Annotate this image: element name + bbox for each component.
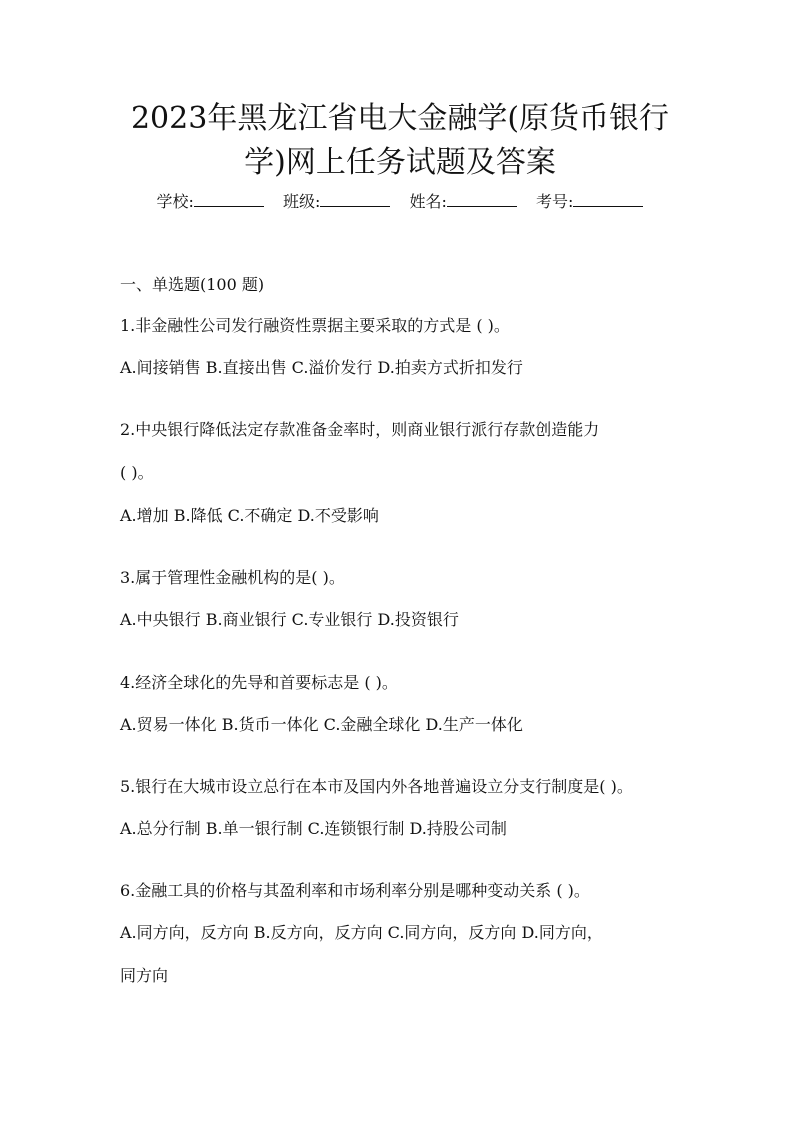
class-label: 班级: [283,192,321,211]
question-6-options-continued: 同方向 [120,966,169,985]
question-2-text-continued: ( )。 [120,463,154,482]
question-6-text: 6.金融工具的价格与其盈利率和市场利率分别是哪种变动关系 ( )。 [120,881,590,900]
exam-number-blank [573,191,643,207]
question-3-text: 3.属于管理性金融机构的是( )。 [120,568,345,587]
student-info-row [0,190,800,214]
exam-number-label: 考号: [536,192,574,211]
exam-number-field [536,190,643,214]
name-field [410,190,517,214]
question-5-text: 5.银行在大城市设立总行在本市及国内外各地普遍设立分支行制度是( )。 [120,777,633,796]
question-6-options: A.同方向，反方向 B.反方向，反方向 C.同方向，反方向 D.同方向， [120,923,603,942]
section-heading: 一、单选题(100 题) [120,275,265,294]
question-4-text: 4.经济全球化的先导和首要标志是 ( )。 [120,673,398,692]
question-4-options: A.贸易一体化 B.货币一体化 C.金融全球化 D.生产一体化 [120,715,523,734]
question-2-options: A.增加 B.降低 C.不确定 D.不受影响 [120,506,379,525]
school-blank [194,191,264,207]
name-blank [447,191,517,207]
question-2-text: 2.中央银行降低法定存款准备金率时，则商业银行派行存款创造能力 [120,420,600,439]
class-blank [320,191,390,207]
school-label: 学校: [156,192,194,211]
document-title-line-2: 学)网上任务试题及答案 [244,145,556,180]
document-title-line-1: 2023年黑龙江省电大金融学(原货币银行 [130,101,670,136]
question-1-options: A.间接销售 B.直接出售 C.溢价发行 D.拍卖方式折扣发行 [120,358,523,377]
school-field [157,190,264,214]
question-1-text: 1.非金融性公司发行融资性票据主要采取的方式是 ( )。 [120,316,510,335]
class-field [283,190,390,214]
question-3-options: A.中央银行 B.商业银行 C.专业银行 D.投资银行 [120,610,459,629]
question-5-options: A.总分行制 B.单一银行制 C.连锁银行制 D.持股公司制 [120,819,507,838]
name-label: 姓名: [409,192,447,211]
